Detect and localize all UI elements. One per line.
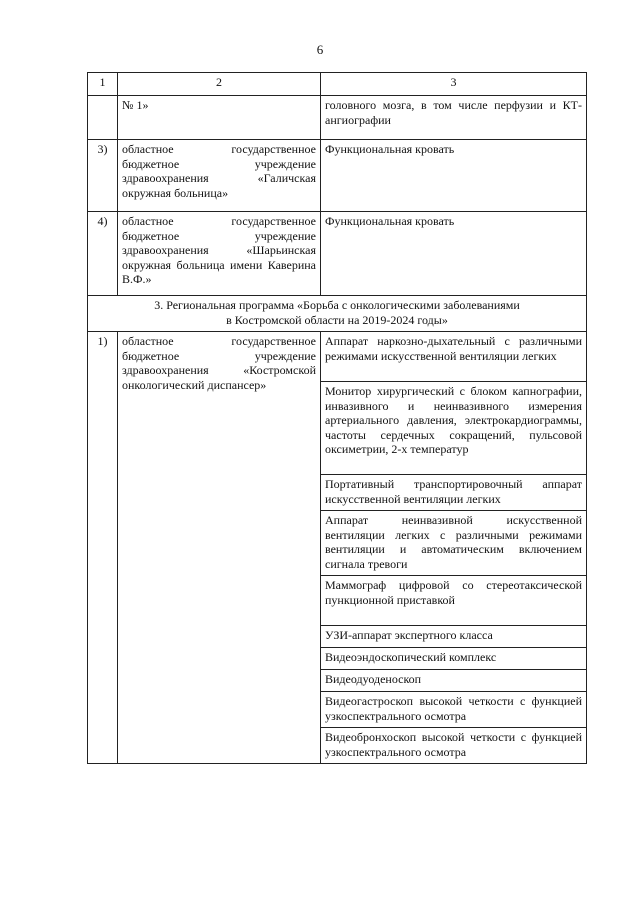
table-header-row [88, 73, 587, 96]
organization-cell: № 1» [118, 96, 321, 140]
header-col-3: 3 [321, 73, 587, 96]
equipment-cell: Функциональная кровать [321, 212, 587, 296]
table-row [88, 332, 587, 382]
equipment-item: Маммограф цифровой со стереотаксической пункционной приставкой [321, 576, 587, 626]
equipment-item: Видеодуоденоскоп [321, 670, 587, 692]
page-number: 6 [316, 42, 324, 57]
equipment-item: Портативный транспортировочный аппарат искусственной вентиляции легких [321, 475, 587, 511]
equipment-item: Видеоэндоскопический комплекс [321, 648, 587, 670]
section-title-line-1: 3. Региональная программа «Борьба с онкологическими заболеваниями [154, 298, 520, 312]
equipment-item: Аппарат неинвазивной искусственной вентиляции легких с различными режимами вентиляции и автоматическим включением сигнала тревоги [321, 511, 587, 576]
table-row [88, 212, 587, 296]
equipment-item: Аппарат наркозно-дыхательный с различными режимами искусственной вентиляции легких [321, 332, 587, 382]
table-row [88, 96, 587, 140]
row-number: 1) [88, 332, 118, 764]
header-col-1: 1 [88, 73, 118, 96]
equipment-item: Видеогастроскоп высокой четкости с функцией узкоспектрального осмотра [321, 692, 587, 728]
table-row [88, 140, 587, 212]
row-number: 4) [88, 212, 118, 296]
row-number: 3) [88, 140, 118, 212]
equipment-item: УЗИ-аппарат экспертного класса [321, 626, 587, 648]
equipment-cell: Функциональная кровать [321, 140, 587, 212]
header-col-2: 2 [118, 73, 321, 96]
organization-cell: областное государственное бюджетное учреждение здравоохранения «Костромской онкологический диспансер» [118, 332, 321, 764]
equipment-table [87, 72, 587, 764]
section-title-line-2: в Костромской области на 2019-2024 годы» [226, 312, 448, 327]
row-number [88, 96, 118, 140]
section-header-row [88, 296, 587, 332]
equipment-item: Монитор хирургический с блоком капнографии, инвазивного и неинвазивного измерения артериального давления, электрокардиограммы, частоты сердечных сокращений, пульсовой оксиметрии, 2-х температур [321, 382, 587, 475]
equipment-item: Видеобронхоскоп высокой четкости с функцией узкоспектрального осмотра [321, 728, 587, 764]
organization-cell: областное государственное бюджетное учреждение здравоохранения «Галичская окружная больница» [118, 140, 321, 212]
section-title [88, 296, 587, 332]
equipment-cell: головного мозга, в том числе перфузии и КТ-ангиографии [321, 96, 587, 140]
organization-cell: областное государственное бюджетное учреждение здравоохранения «Шарьинская окружная больница имени Каверина В.Ф.» [118, 212, 321, 296]
